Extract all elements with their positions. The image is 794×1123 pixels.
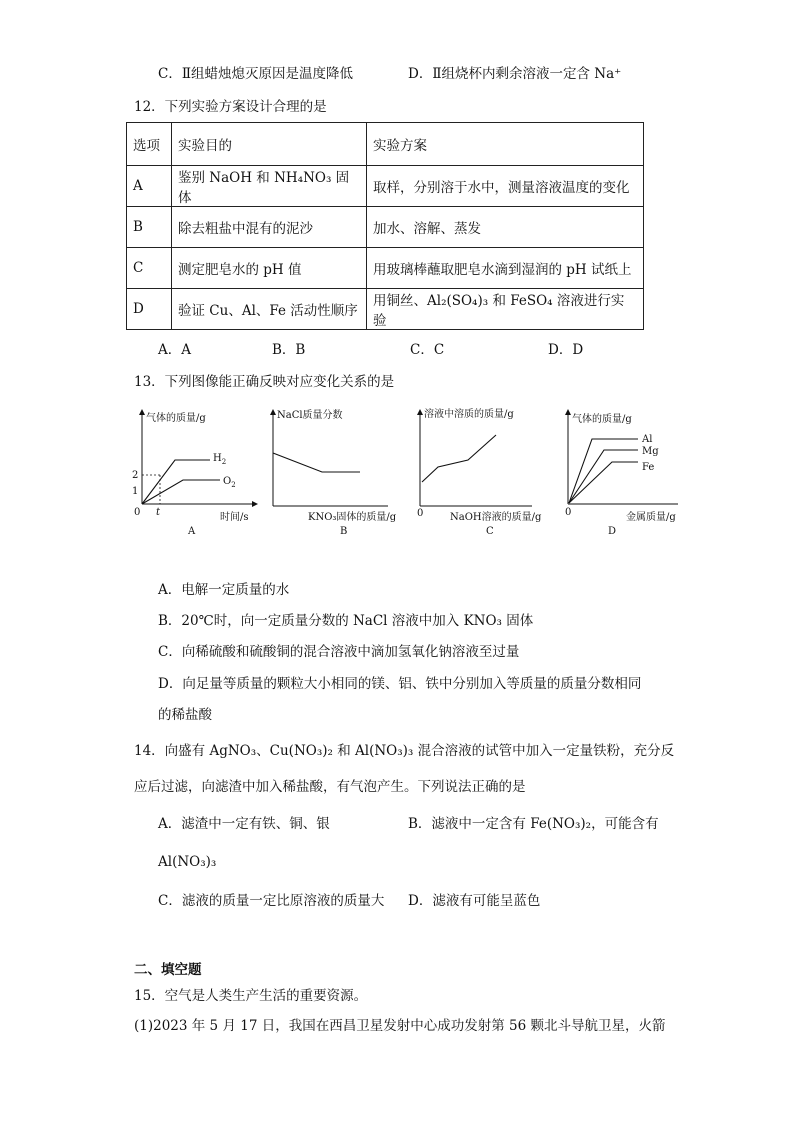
h2-label: $H_2$ — [213, 453, 227, 466]
table-row — [127, 248, 644, 289]
al-label: Al — [642, 434, 653, 445]
option-12d: D．D — [548, 342, 584, 358]
question-14-stem-cont: 应后过滤，向滤渣中加入稀盐酸，有气泡产生。下列说法正确的是 — [134, 779, 526, 795]
graph-letter: D — [608, 526, 617, 537]
y-axis-label: 气体的质量/g — [572, 414, 632, 425]
o2-label: $O_2$ — [223, 476, 236, 489]
table-cell: 鉴别 NaOH 和 NH₄NO₃ 固体 — [172, 166, 367, 207]
origin-label: 0 — [134, 507, 141, 518]
table-cell: 除去粗盐中混有的泥沙 — [172, 207, 367, 248]
mg-label: Mg — [642, 446, 659, 457]
option-14c: C．滤液的质量一定比原溶液的质量大 — [158, 893, 385, 909]
option-13c: C．向稀硫酸和硫酸铜的混合溶液中滴加氢氧化钠溶液至过量 — [158, 644, 520, 660]
question-15-part1: (1)2023 年 5 月 17 日，我国在西昌卫星发射中心成功发射第 56 颗北斗导航卫星，火箭 — [134, 1018, 666, 1034]
option-12c: C．C — [410, 342, 445, 358]
x-axis-label: KNO₃固体的质量/g — [308, 512, 397, 523]
solute-mass-line — [422, 435, 496, 482]
option-14d: D．滤液有可能呈蓝色 — [408, 893, 541, 909]
table-header-cell: 选项 — [127, 123, 172, 166]
table-cell: D — [127, 289, 172, 330]
nacl-fraction-line — [273, 453, 360, 472]
origin-label: 0 — [417, 508, 424, 519]
graph-letter: A — [188, 526, 196, 537]
option-13d-cont: 的稀盐酸 — [158, 707, 212, 723]
table-header-cell: 实验方案 — [367, 123, 644, 166]
question-14-stem: 14．向盛有 AgNO₃、Cu(NO₃)₂ 和 Al(NO₃)₃ 混合溶液的试管中加入一定量铁粉，充分反 — [134, 743, 675, 759]
table-row — [127, 207, 644, 248]
question-15-stem: 15．空气是人类生产生活的重要资源。 — [134, 988, 368, 1004]
x-axis-label: 金属质量/g — [626, 512, 676, 523]
y-axis-label: 气体的质量/g — [146, 413, 206, 424]
x-axis-label: NaOH溶液的质量/g — [450, 512, 542, 523]
option-13d: D．向足量等质量的颗粒大小相同的镁、铝、铁中分别加入等质量的质量分数相同 — [158, 676, 642, 692]
fe-label: Fe — [642, 462, 655, 473]
y-axis-label: NaCl质量分数 — [277, 410, 343, 421]
tick-label: 2 — [132, 470, 139, 481]
experiment-table — [126, 122, 644, 330]
table-cell: 测定肥皂水的 pH 值 — [172, 248, 367, 289]
table-cell: 用铜丝、Al₂(SO₄)₃ 和 FeSO₄ 溶液进行实验 — [367, 289, 644, 330]
t-label: t — [156, 507, 161, 518]
option-12a: A．A — [158, 342, 191, 358]
section-title: 二、填空题 — [134, 962, 202, 978]
graph-letter: C — [486, 526, 494, 537]
table-header-row — [127, 123, 644, 166]
option-11c: C．Ⅱ组蜡烛熄灭原因是温度降低 — [158, 66, 354, 82]
graph-b — [273, 408, 397, 537]
option-13b: B．20℃时，向一定质量分数的 NaCl 溶液中加入 KNO₃ 固体 — [158, 613, 534, 629]
tick-label: 1 — [132, 486, 139, 497]
origin-label: 0 — [565, 507, 572, 518]
table-row — [127, 166, 644, 207]
option-14a: A．滤渣中一定有铁、铜、银 — [158, 816, 330, 832]
option-14b-cont: Al(NO₃)₃ — [158, 854, 217, 870]
table-header-cell: 实验目的 — [172, 123, 367, 166]
option-11d: D．Ⅱ组烧杯内剩余溶液一定含 Na⁺ — [408, 66, 622, 82]
table-cell: 验证 Cu、Al、Fe 活动性顺序 — [172, 289, 367, 330]
x-axis-label: 时间/s — [220, 512, 249, 523]
table-cell: 用玻璃棒蘸取肥皂水滴到湿润的 pH 试纸上 — [367, 248, 644, 289]
graphs-figure — [120, 398, 700, 540]
question-12-stem: 12．下列实验方案设计合理的是 — [134, 99, 327, 115]
table-row — [127, 289, 644, 330]
graph-a — [132, 411, 255, 537]
option-12b: B．B — [272, 342, 306, 358]
table-cell: 取样，分别溶于水中，测量溶液温度的变化 — [367, 166, 644, 207]
question-13-stem: 13．下列图像能正确反映对应变化关系的是 — [134, 374, 395, 390]
y-axis-label: 溶液中溶质的质量/g — [424, 409, 514, 420]
graph-c — [417, 407, 542, 537]
graph-letter: B — [340, 526, 348, 537]
table-cell: B — [127, 207, 172, 248]
graph-d — [565, 412, 678, 537]
mg-line — [569, 450, 638, 503]
option-14b: B．滤液中一定含有 Fe(NO₃)₂，可能含有 — [408, 816, 659, 832]
table-cell: C — [127, 248, 172, 289]
table-cell: A — [127, 166, 172, 207]
fe-line — [569, 462, 638, 503]
table-cell: 加水、溶解、蒸发 — [367, 207, 644, 248]
option-13a: A．电解一定质量的水 — [158, 582, 290, 598]
o2-line — [142, 480, 220, 504]
